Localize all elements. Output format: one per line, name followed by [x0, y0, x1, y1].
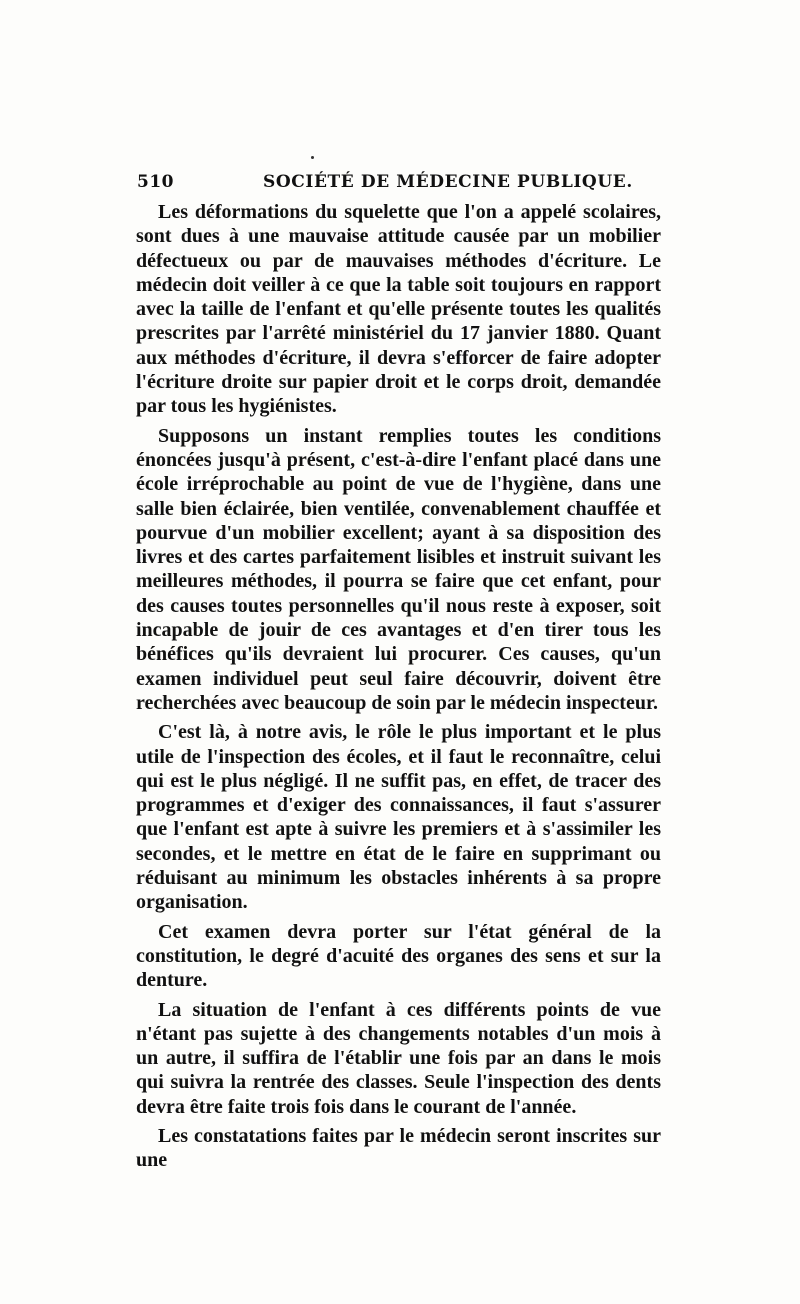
- paragraph-6: Les constatations faites par le médecin seront inscrites sur une: [136, 1124, 661, 1172]
- paragraph-1: Les déformations du squelette que l'on a appelé scolaires, sont dues à une mauvaise attitude causée par un mobilier défectueux ou par de mauvaises méthodes d'écriture. Le médecin doit veiller à ce que la table soit toujours en rapport avec la taille de l'enfant et qu'elle présente toutes les qualités prescrites par l'arrêté ministériel du 17 janvier 1880. Quant aux méthodes d'écriture, il devra s'efforcer de faire adopter l'écriture droite sur papier droit et le corps droit, demandée par tous les hygiénistes.: [136, 201, 661, 418]
- paragraph-2: Supposons un instant remplies toutes les conditions énoncées jusqu'à présent, c'est-à-dire l'enfant placé dans une école irréprochable au point de vue de l'hygiène, dans une salle bien éclairée, bien ventilée, convenablement chauffée et pourvue d'un mobilier excellent; ayant à sa disposition des livres et des cartes parfaitement lisibles et instruit suivant les meilleures méthodes, il pourra se faire que cet enfant, pour des causes toutes personnelles qu'il nous reste à exposer, soit incapable de jouir de ces avantages et d'en tirer tous les bénéfices qu'ils devraient lui procurer. Ces causes, qu'un examen individuel peut seul faire découvrir, doivent être recherchées avec beaucoup de soin par le médecin inspecteur.: [136, 424, 661, 714]
- body-text: [136, 200, 661, 1178]
- running-head: SOCIÉTÉ DE MÉDECINE PUBLIQUE.: [263, 172, 633, 192]
- page-header: [137, 172, 660, 198]
- paragraph-5: La situation de l'enfant à ces différents points de vue n'étant pas sujette à des changements notables d'un mois à un autre, il suffira de l'établir une fois par an dans le mois qui suivra la rentrée des classes. Seule l'inspection des dents devra être faite trois fois dans le courant de l'année.: [136, 998, 661, 1118]
- paragraph-3: C'est là, à notre avis, le rôle le plus important et le plus utile de l'inspection des écoles, et il faut le reconnaître, celui qui est le plus négligé. Il ne suffit pas, en effet, de tracer des programmes et d'exiger des connaissances, il faut s'assurer que l'enfant est apte à suivre les premiers et à s'assimiler les secondes, et le mettre en état de le faire en supprimant ou réduisant au minimum les obstacles inhérents à sa propre organisation.: [136, 721, 661, 914]
- paragraph-4: Cet examen devra porter sur l'état général de la constitution, le degré d'acuité des organes des sens et sur la denture.: [136, 920, 661, 992]
- ink-speck: [311, 156, 314, 159]
- page-number: 510: [137, 172, 174, 192]
